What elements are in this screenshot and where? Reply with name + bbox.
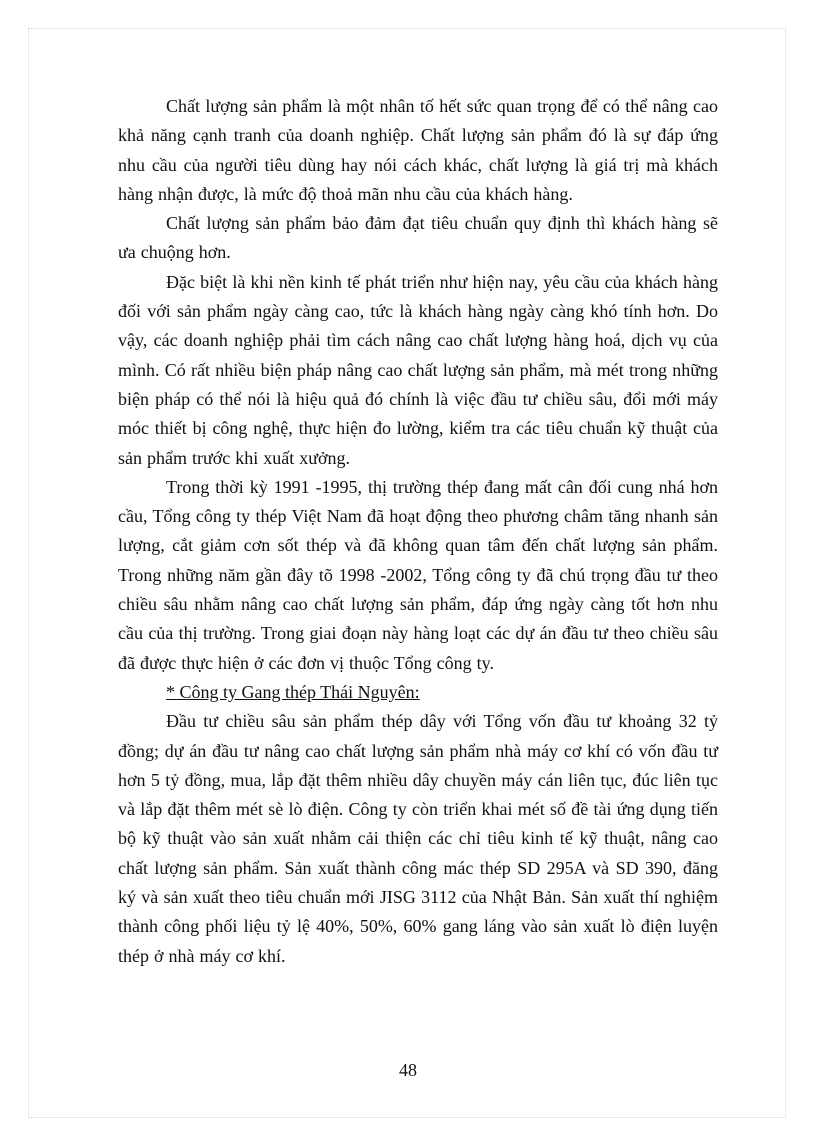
section-heading (118, 678, 718, 707)
paragraph-quality-standard: Chất lượng sản phẩm bảo đảm đạt tiêu chuẩn quy định thì khách hàng sẽ ưa chuộng hơn. (118, 213, 718, 263)
paragraph-thai-nguyen-investment: Đầu tư chiều sâu sản phẩm thép dây với Tổng vốn đầu tư khoảng 32 tỷ đồng; dự án đầu tư nâng cao chất lượng sản phẩm nhà máy cơ khí có vốn đầu tư hơn 5 tỷ đồng, mua, lắp đặt thêm nhiều dây chuyền máy cán liên tục, đúc liên tục và lắp đặt thêm mét sè lò điện. Công ty còn triển khai mét số đề tài ứng dụng tiến bộ kỹ thuật vào sản xuất nhằm cải thiện các chỉ tiêu kinh tế kỹ thuật, nâng cao chất lượng sản phẩm. Sản xuất thành công mác thép SD 295A và SD 390, đăng ký và sản xuất theo tiêu chuẩn mới JISG 3112 của Nhật Bản. Sản xuất thí nghiệm thành công phối liệu tỷ lệ 40%, 50%, 60% gang láng vào sản xuất lò điện luyện thép ở nhà máy cơ khí. (118, 711, 718, 966)
body-text (118, 92, 718, 971)
paragraph-product-quality: Chất lượng sản phẩm là một nhân tố hết sức quan trọng để có thể nâng cao khả năng cạnh tranh của doanh nghiệp. Chất lượng sản phẩm đó là sự đáp ứng nhu cầu của người tiêu dùng hay nói cách khác, chất lượng là giá trị mà khách hàng nhận được, là mức độ thoả mãn nhu cầu của khách hàng. (118, 96, 718, 204)
paragraph-economic-development: Đặc biệt là khi nền kinh tế phát triển như hiện nay, yêu cầu của khách hàng đối với sản phẩm ngày càng cao, tức là khách hàng ngày càng khó tính hơn. Do vậy, các doanh nghiệp phải tìm cách nâng cao chất lượng hàng hoá, dịch vụ của mình. Có rất nhiều biện pháp nâng cao chất lượng sản phẩm, mà mét trong những biện pháp có thể nói là hiệu quả đó chính là việc đầu tư chiều sâu, đổi mới máy móc thiết bị công nghệ, thực hiện đo lường, kiểm tra các tiêu chuẩn kỹ thuật của sản phẩm trước khi xuất xưởng. (118, 271, 718, 468)
page-number: 48 (399, 1060, 417, 1080)
section-heading-text: * Công ty Gang thép Thái Nguyên: (166, 681, 420, 702)
paragraph-steel-market: Trong thời kỳ 1991 -1995, thị trường thép đang mất cân đối cung nhá hơn cầu, Tổng công ty thép Việt Nam đã hoạt động theo phương châm tăng nhanh sản lượng, cắt giảm cơn sốt thép và đã không quan tâm đến chất lượng sản phẩm. Trong những năm gần đây tõ 1998 -2002, Tổng công ty đã chú trọng đầu tư theo chiều sâu nhằm nâng cao chất lượng sản phẩm, đáp ứng ngày càng tốt hơn nhu cầu của thị trường. Trong giai đoạn này hàng loạt các dự án đầu tư theo chiều sâu đã được thực hiện ở các đơn vị thuộc Tổng công ty. (118, 476, 718, 673)
